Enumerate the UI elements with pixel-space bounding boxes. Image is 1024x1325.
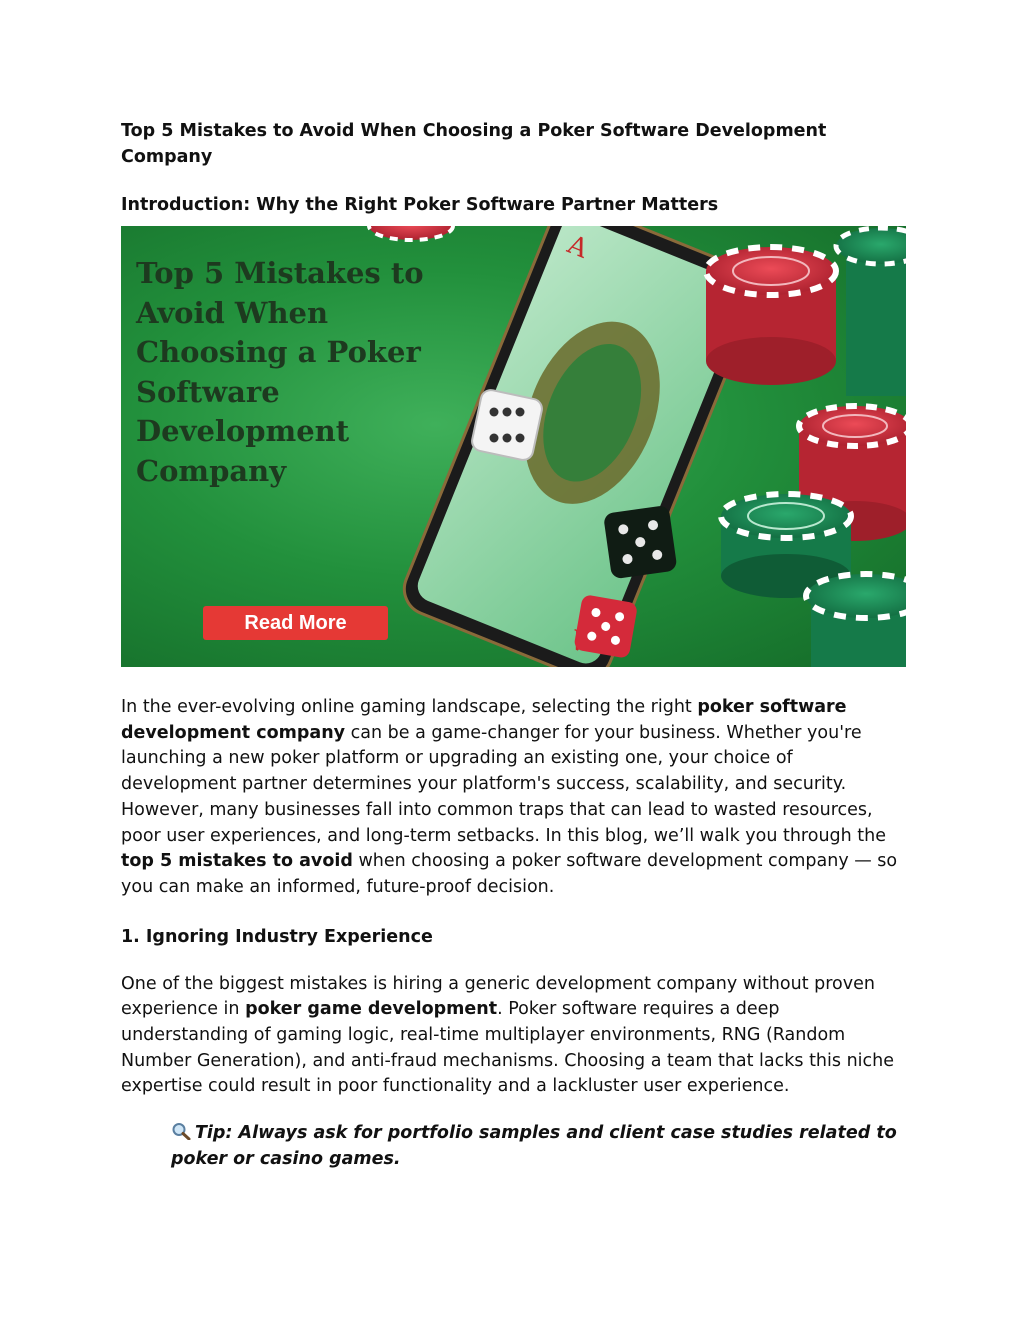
hero-title: Top 5 Mistakes to Avoid When Choosing a Poker Software Development Company	[136, 256, 424, 488]
intro-text-1: In the ever-evolving online gaming landscape, selecting the right	[121, 697, 698, 717]
intro-bold-1: poker software development company	[121, 697, 847, 743]
page-title: Top 5 Mistakes to Avoid When Choosing a Poker Software Development Company	[121, 121, 827, 167]
section-1-text-2: . Poker software requires a deep understanding of gaming logic, real-time multiplayer environments, RNG (Random Number Generation), and anti-fraud mechanisms. Choosing a team that lacks this niche expertise could result in poor functionality and a lackluster user experience.	[121, 999, 894, 1097]
red-chip-corner	[369, 226, 453, 240]
intro-bold-2: top 5 mistakes to avoid	[121, 851, 353, 872]
document-page	[121, 118, 911, 1172]
black-die	[603, 505, 678, 580]
intro-text-2: can be a game-changer for your business. Whether you're launching a new poker platform or upgrading an existing one, your choice of development partner determines your platform's success, scalability, and security. However, many businesses fall into common traps that can lead to wasted resources, poor user experiences, and long-term setbacks. In this blog, we’ll walk you through the	[121, 722, 887, 846]
white-die	[470, 388, 544, 462]
section-1-bold-1: poker game development	[245, 999, 498, 1020]
intro-paragraph	[121, 695, 911, 901]
section-1-paragraph	[121, 972, 911, 1101]
section-1-heading: 1. Ignoring Industry Experience	[121, 926, 433, 947]
section-1-text-1: One of the biggest mistakes is hiring a generic development company without proven experience in	[121, 973, 875, 1020]
svg-text:A: A	[563, 229, 592, 265]
intro-text-3: when choosing a poker software development company — so you can make an informed, future-proof decision.	[121, 851, 898, 897]
hero-banner-image	[121, 226, 906, 667]
green-chip-stack-bottom	[806, 574, 906, 667]
green-chip-stack-top-right	[836, 228, 906, 396]
red-chip-stack-top	[706, 247, 836, 385]
read-more-button[interactable]: Read More	[203, 606, 388, 640]
magnifier-icon	[171, 1122, 191, 1140]
red-die	[573, 594, 638, 659]
tip-text: Tip: Always ask for portfolio samples and client case studies related to poker or casino games.	[171, 1123, 897, 1170]
tip-callout	[171, 1120, 911, 1172]
intro-heading: Introduction: Why the Right Poker Software Partner Matters	[121, 195, 719, 215]
